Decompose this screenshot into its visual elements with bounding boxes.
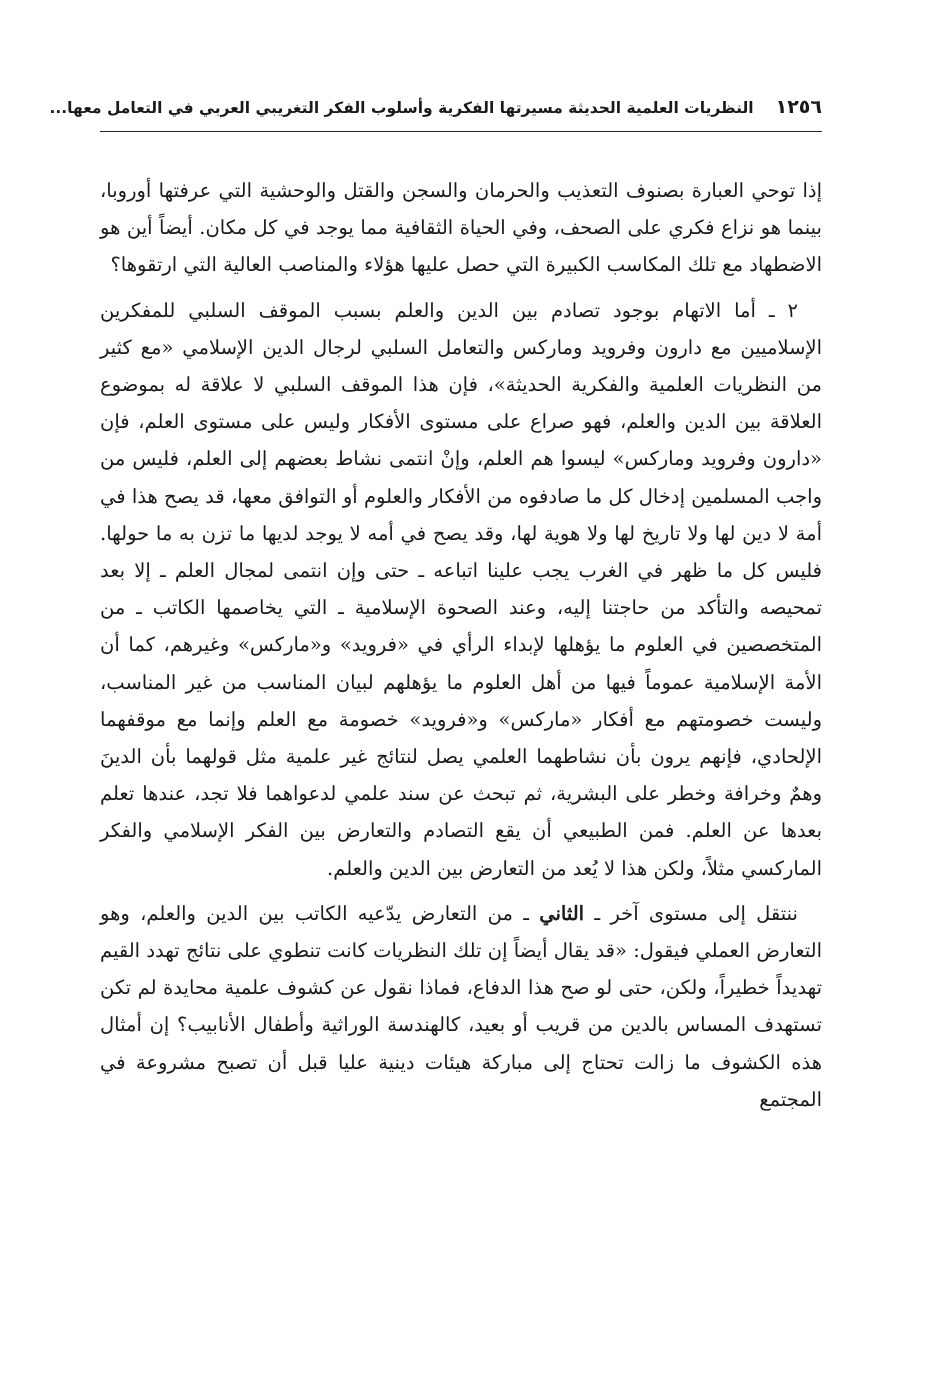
paragraph-3-rest: ـ من التعارض يدّعيه الكاتب بين الدين والعلم، وهو التعارض العملي فيقول: «قد يقال أيضاً إن تلك النظريات كانت تنطوي على نتائج تهدد القيم تهديداً خطيراً، ولكن، حتى لو صح هذا الدفاع، فماذا نقول عن كشوف علمية محايدة لم تكن تستهدف المساس بالدين من قريب أو بعيد، كالهندسة الوراثية وأطفال الأنابيب؟ إن أمثال هذه الكشوف ما زالت تحتاج إلى مباركة هيئات دينية عليا قبل أن تصبح مشروعة في المجتمع — [100, 901, 822, 1111]
book-page — [49, 96, 822, 1118]
body-text — [100, 172, 822, 1118]
running-title: النظريات العلمية الحديثة مسيرتها الفكرية وأسلوب الفكر التغريبي العربي في التعامل معها... — [49, 99, 754, 117]
paragraph-3-start: ننتقل إلى مستوى آخر ـ — [594, 901, 798, 925]
page-number: ١٢٥٦ — [775, 96, 822, 118]
paragraph-1: إذا توحي العبارة بصنوف التعذيب والحرمان والسجن والقتل والوحشية التي عرفتها أوروبا، بينما هو نزاع فكري على الصحف، وفي الحياة الثقافية مما يوجد في كل مكان. أيضاً أين هو الاضطهاد مع تلك المكاسب الكبيرة التي حصل عليها هؤلاء والمناصب العالية التي ارتقوها؟ — [100, 179, 822, 277]
paragraph-3 — [100, 895, 822, 1118]
running-header — [49, 96, 822, 132]
paragraph-3-emphasis: الثاني — [539, 901, 585, 925]
paragraph-2: ٢ ـ أما الاتهام بوجود تصادم بين الدين والعلم بسبب الموقف السلبي للمفكرين الإسلاميين مع دارون وفرويد وماركس والتعامل السلبي لرجال الدين الإسلامي «مع كثير من النظريات العلمية والفكرية الحديثة»، فإن هذا الموقف السلبي لا علاقة له بموضوع العلاقة بين الدين والعلم، فهو صراع على مستوى الأفكار وليس على مستوى العلم، فإن «دارون وفرويد وماركس» ليسوا هم العلم، وإنْ انتمى نشاط بعضهم إلى العلم، فليس من واجب المسلمين إدخال كل ما صادفوه من الأفكار والعلوم أو التوافق معها، قد يصح هذا في أمة لا دين لها ولا تاريخ لها ولا هوية لها، وقد يصح في أمه لا يوجد لديها ما تزن به ما حولها. فليس كل ما ظهر في الغرب يجب علينا اتباعه ـ حتى وإن انتمى لمجال العلم ـ إلا بعد تمحيصه والتأكد من حاجتنا إليه، وعند الصحوة الإسلامية ـ التي يخاصمها الكاتب ـ من المتخصصين في العلوم ما يؤهلها لإبداء الرأي في «فرويد» و«ماركس» وغيرهم، كما أن الأمة الإسلامية عموماً فيها من أهل العلوم ما يؤهلهم لبيان المناسب من غير المناسب، وليست خصومتهم مع أفكار «ماركس» و«فرويد» خصومة مع العلم وإنما مع موقفهما الإلحادي، فإنهم يرون بأن نشاطهما العلمي يصل لنتائج غير علمية مثل قولهما بأن الدينَ وهمٌ وخرافة وخطر على البشرية، ثم تبحث عن سند علمي لدعواهما فلا تجد، عندها تعلم بعدها عن العلم. فمن الطبيعي أن يقع التصادم والتعارض بين الفكر الإسلامي والفكر الماركسي مثلاً، ولكن هذا لا يُعد من التعارض بين الدين والعلم. — [100, 298, 822, 880]
